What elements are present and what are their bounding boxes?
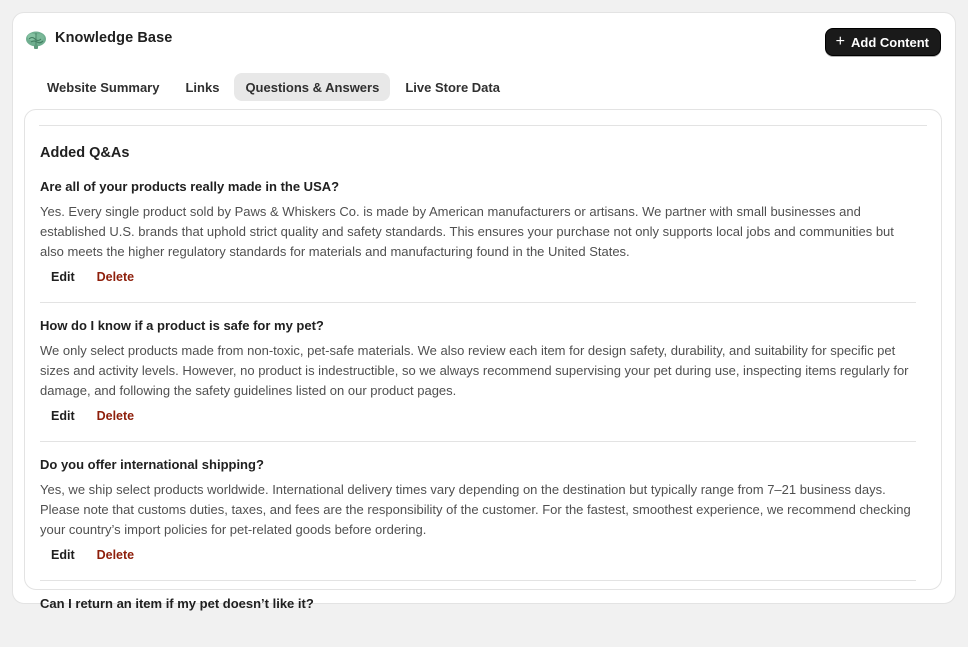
header (13, 13, 955, 69)
qa-question: Do you offer international shipping? (40, 457, 264, 472)
tab-live-store-data[interactable]: Live Store Data (405, 79, 500, 95)
qa-actions (42, 544, 916, 566)
edit-button[interactable]: Edit (51, 409, 75, 423)
section-title: Added Q&As (40, 145, 130, 161)
qa-answer: We only select products made from non-toxic, pet-safe materials. We also review each item for design safety, durability, and suitability for specific pet sizes and activity levels. However, no product is indestructible, so we always recommend supervising your pet during use, inspecting items regularly for damage, and following the safety guidelines listed on our product pages. (40, 343, 909, 398)
tab-bar (36, 73, 511, 101)
delete-button[interactable]: Delete (96, 270, 135, 284)
edit-button[interactable]: Edit (51, 270, 75, 284)
qa-actions (42, 266, 916, 288)
add-content-label: Add Content (851, 34, 929, 50)
qa-list (40, 178, 916, 647)
qa-question: Can I return an item if my pet doesn’t like it? (40, 596, 314, 611)
qa-answer: Yes. Every single product sold by Paws & Whiskers Co. is made by American manufacturers or artisans. We partner with small businesses and established U.S. brands that uphold strict quality and safety standards. This ensures your purchase not only supports local jobs and communities but also meets the higher regulatory standards for materials and manufacturing found in the United States. (40, 204, 894, 259)
qa-actions (42, 405, 916, 427)
qa-item (40, 595, 916, 633)
plus-icon: + (835, 33, 846, 50)
tab-links[interactable]: Links (185, 79, 220, 95)
divider (39, 125, 927, 126)
qa-question: Are all of your products really made in the USA? (40, 179, 340, 194)
qa-item (40, 317, 916, 442)
edit-button[interactable]: Edit (51, 548, 75, 562)
page-title: Knowledge Base (55, 30, 173, 46)
tab-website-summary[interactable]: Website Summary (47, 79, 160, 95)
qa-panel[interactable] (24, 109, 942, 611)
add-content-button[interactable] (825, 28, 941, 56)
brain-icon (25, 30, 47, 50)
qa-item (40, 178, 916, 303)
qa-answer: Yes, we ship select products worldwide. International delivery times vary depending on the destination but typically range from 7–21 business days. Please note that customs duties, taxes, and fees are the responsibility of the customer. For the fastest, smoothest experience, we recommend checking your country’s import policies for pet-related goods before ordering. (40, 482, 911, 537)
knowledge-base-card (12, 12, 956, 611)
qa-question: How do I know if a product is safe for my pet? (40, 318, 324, 333)
delete-button[interactable]: Delete (96, 409, 135, 423)
tab-questions-answers[interactable]: Questions & Answers (234, 73, 390, 101)
qa-item (40, 456, 916, 581)
delete-button[interactable]: Delete (96, 548, 135, 562)
